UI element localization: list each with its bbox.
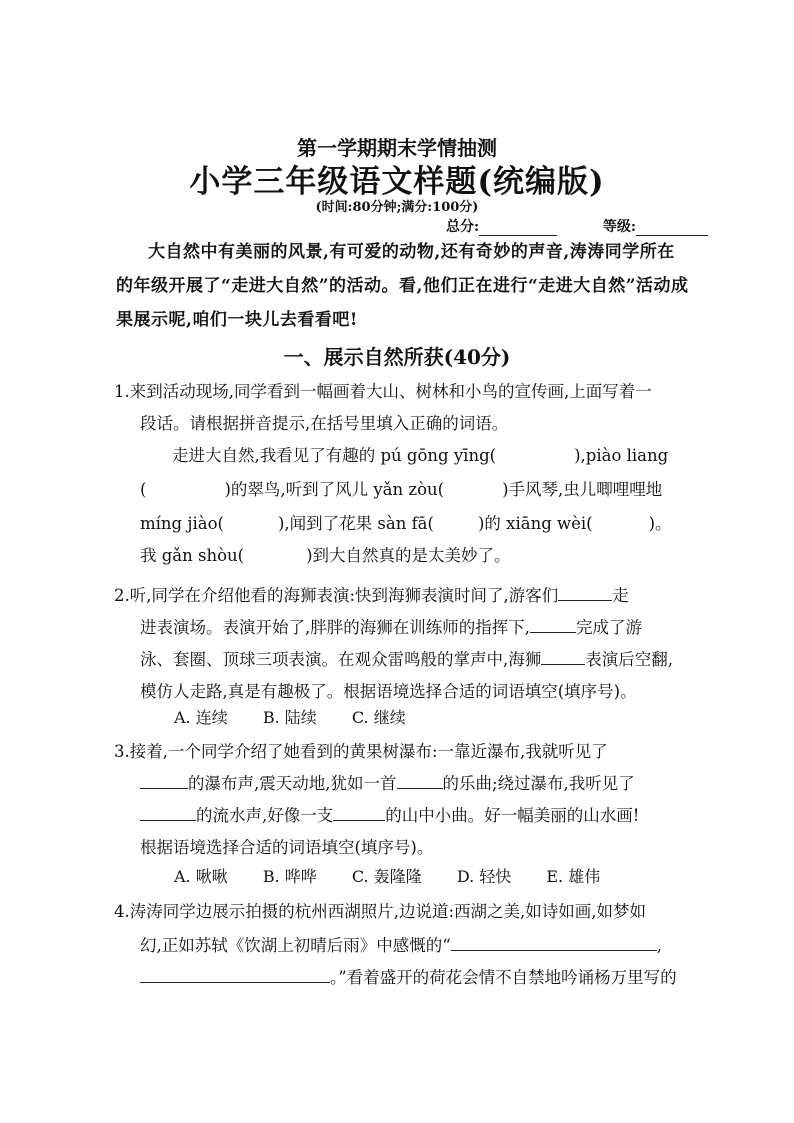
q1-text: 走进大自然,我看见了有趣的 pú gōng yīng( — [172, 446, 497, 465]
q1-line-4 — [140, 474, 662, 506]
q1-line-3 — [172, 440, 668, 472]
answer-underline[interactable] — [397, 770, 443, 789]
q4-text: 。”看着盛开的荷花会情不自禁地吟诵杨万里写的 — [330, 968, 677, 987]
q3-text: 的山中小曲。好一幅美丽的山水画! — [385, 806, 640, 825]
q2-option-a: A. 连续 — [174, 708, 228, 727]
q3-text: 的流水声,好像一支 — [196, 806, 334, 825]
q1-text: )手风琴,虫儿唧哩哩地 — [502, 480, 663, 499]
q1-text: ( — [140, 480, 147, 499]
q1-line-5 — [140, 508, 672, 540]
q2-text: 泳、套圈、顶球三项表演。在观众雷鸣般的掌声中,海狮 — [140, 650, 542, 669]
q3-option-d: D. 轻快 — [456, 867, 512, 886]
q3-option-e: E. 雄伟 — [546, 867, 601, 886]
q3-option-b: B. 哗哗 — [262, 867, 317, 886]
q2-option-b: B. 陆续 — [262, 708, 317, 727]
answer-underline[interactable] — [558, 582, 612, 601]
grade-label: 等级: — [602, 219, 637, 235]
q4-line-3 — [140, 962, 677, 994]
q1-text: ),闻到了花果 sàn fā( — [277, 514, 434, 533]
q2-line-4: 模仿人走路,真是有趣极了。根据语境选择合适的词语填空(填序号)。 — [140, 682, 637, 701]
section-title: 一、展示自然所获(40分) — [283, 345, 511, 369]
q1-text: )到大自然真的是太美妙了。 — [306, 546, 511, 565]
q4-text: , — [656, 936, 662, 955]
answer-underline[interactable] — [451, 932, 657, 951]
q3-options — [174, 864, 630, 887]
q4-text: 幻,正如苏轼《饮湖上初晴后雨》中感慨的“ — [140, 936, 451, 955]
q1-text: )。 — [648, 514, 672, 533]
answer-underline[interactable] — [140, 964, 330, 983]
total-score-label: 总分: — [446, 219, 480, 235]
exam-time-info: (时间:80分钟;满分:100分) — [315, 200, 479, 215]
q1-text: 我 gǎn shòu( — [140, 546, 245, 565]
intro-line-1: 大自然中有美丽的风景,有可爱的动物,还有奇妙的声音,涛涛同学所在 — [148, 242, 675, 262]
q1-line-2: 段话。请根据拼音提示,在括号里填入正确的词语。 — [140, 414, 509, 433]
q3-text: 的瀑布声,震天动地,犹如一首 — [188, 774, 397, 793]
q3-line-2 — [140, 768, 635, 800]
q2-line-3 — [140, 644, 673, 676]
q1-line-6 — [140, 540, 511, 572]
q2-options — [174, 705, 436, 728]
q4-line-2 — [140, 930, 662, 962]
q3-option-c: C. 轰隆隆 — [351, 867, 422, 886]
q1-text: míng jiào( — [140, 514, 224, 533]
answer-underline[interactable] — [333, 802, 385, 821]
q1-text: ),piào liang — [574, 446, 669, 465]
q3-line-4: 根据语境选择合适的词语填空(填序号)。 — [140, 838, 434, 857]
q2-text: 2.听,同学在介绍他看的海狮表演:快到海狮表演时间了,游客们 — [114, 586, 559, 605]
q3-line-1: 3.接着,一个同学介绍了她看到的黄果树瀑布:一靠近瀑布,我就听见了 — [114, 742, 608, 761]
exam-subtitle: 第一学期期末学情抽测 — [297, 136, 497, 160]
q3-text: 的乐曲;绕过瀑布,我听见了 — [442, 774, 635, 793]
q2-text: 走 — [612, 586, 629, 605]
answer-underline[interactable] — [140, 802, 196, 821]
answer-underline[interactable] — [541, 646, 585, 665]
q2-text: 进表演场。表演开始了,胖胖的海狮在训练师的指挥下, — [140, 618, 530, 637]
q2-text: 完成了游 — [576, 618, 642, 637]
answer-underline[interactable] — [530, 614, 576, 633]
q3-line-3 — [140, 800, 639, 832]
q2-text: 表演后空翻, — [585, 650, 673, 669]
exam-title: 小学三年级语文样题(统编版) — [189, 164, 605, 200]
score-row — [446, 216, 708, 236]
q2-line-1 — [114, 580, 629, 612]
q1-text: )的翠鸟,听到了风儿 yǎn zòu( — [224, 480, 445, 499]
intro-line-3: 果展示呢,咱们一块儿去看看吧! — [116, 310, 358, 330]
q1-line-1: 1.来到活动现场,同学看到一幅画着大山、树林和小鸟的宣传画,上面写着一 — [114, 382, 652, 401]
q4-line-1: 4.涛涛同学边展示拍摄的杭州西湖照片,边说道:西湖之美,如诗如画,如梦如 — [114, 902, 647, 921]
answer-underline[interactable] — [140, 770, 188, 789]
intro-line-2: 的年级开展了“走进大自然”的活动。看,他们正在进行“走进大自然”活动成 — [116, 276, 689, 296]
q2-option-c: C. 继续 — [351, 708, 406, 727]
q1-text: )的 xiāng wèi( — [477, 514, 593, 533]
q2-line-2 — [140, 612, 642, 644]
q3-option-a: A. 啾啾 — [174, 867, 228, 886]
